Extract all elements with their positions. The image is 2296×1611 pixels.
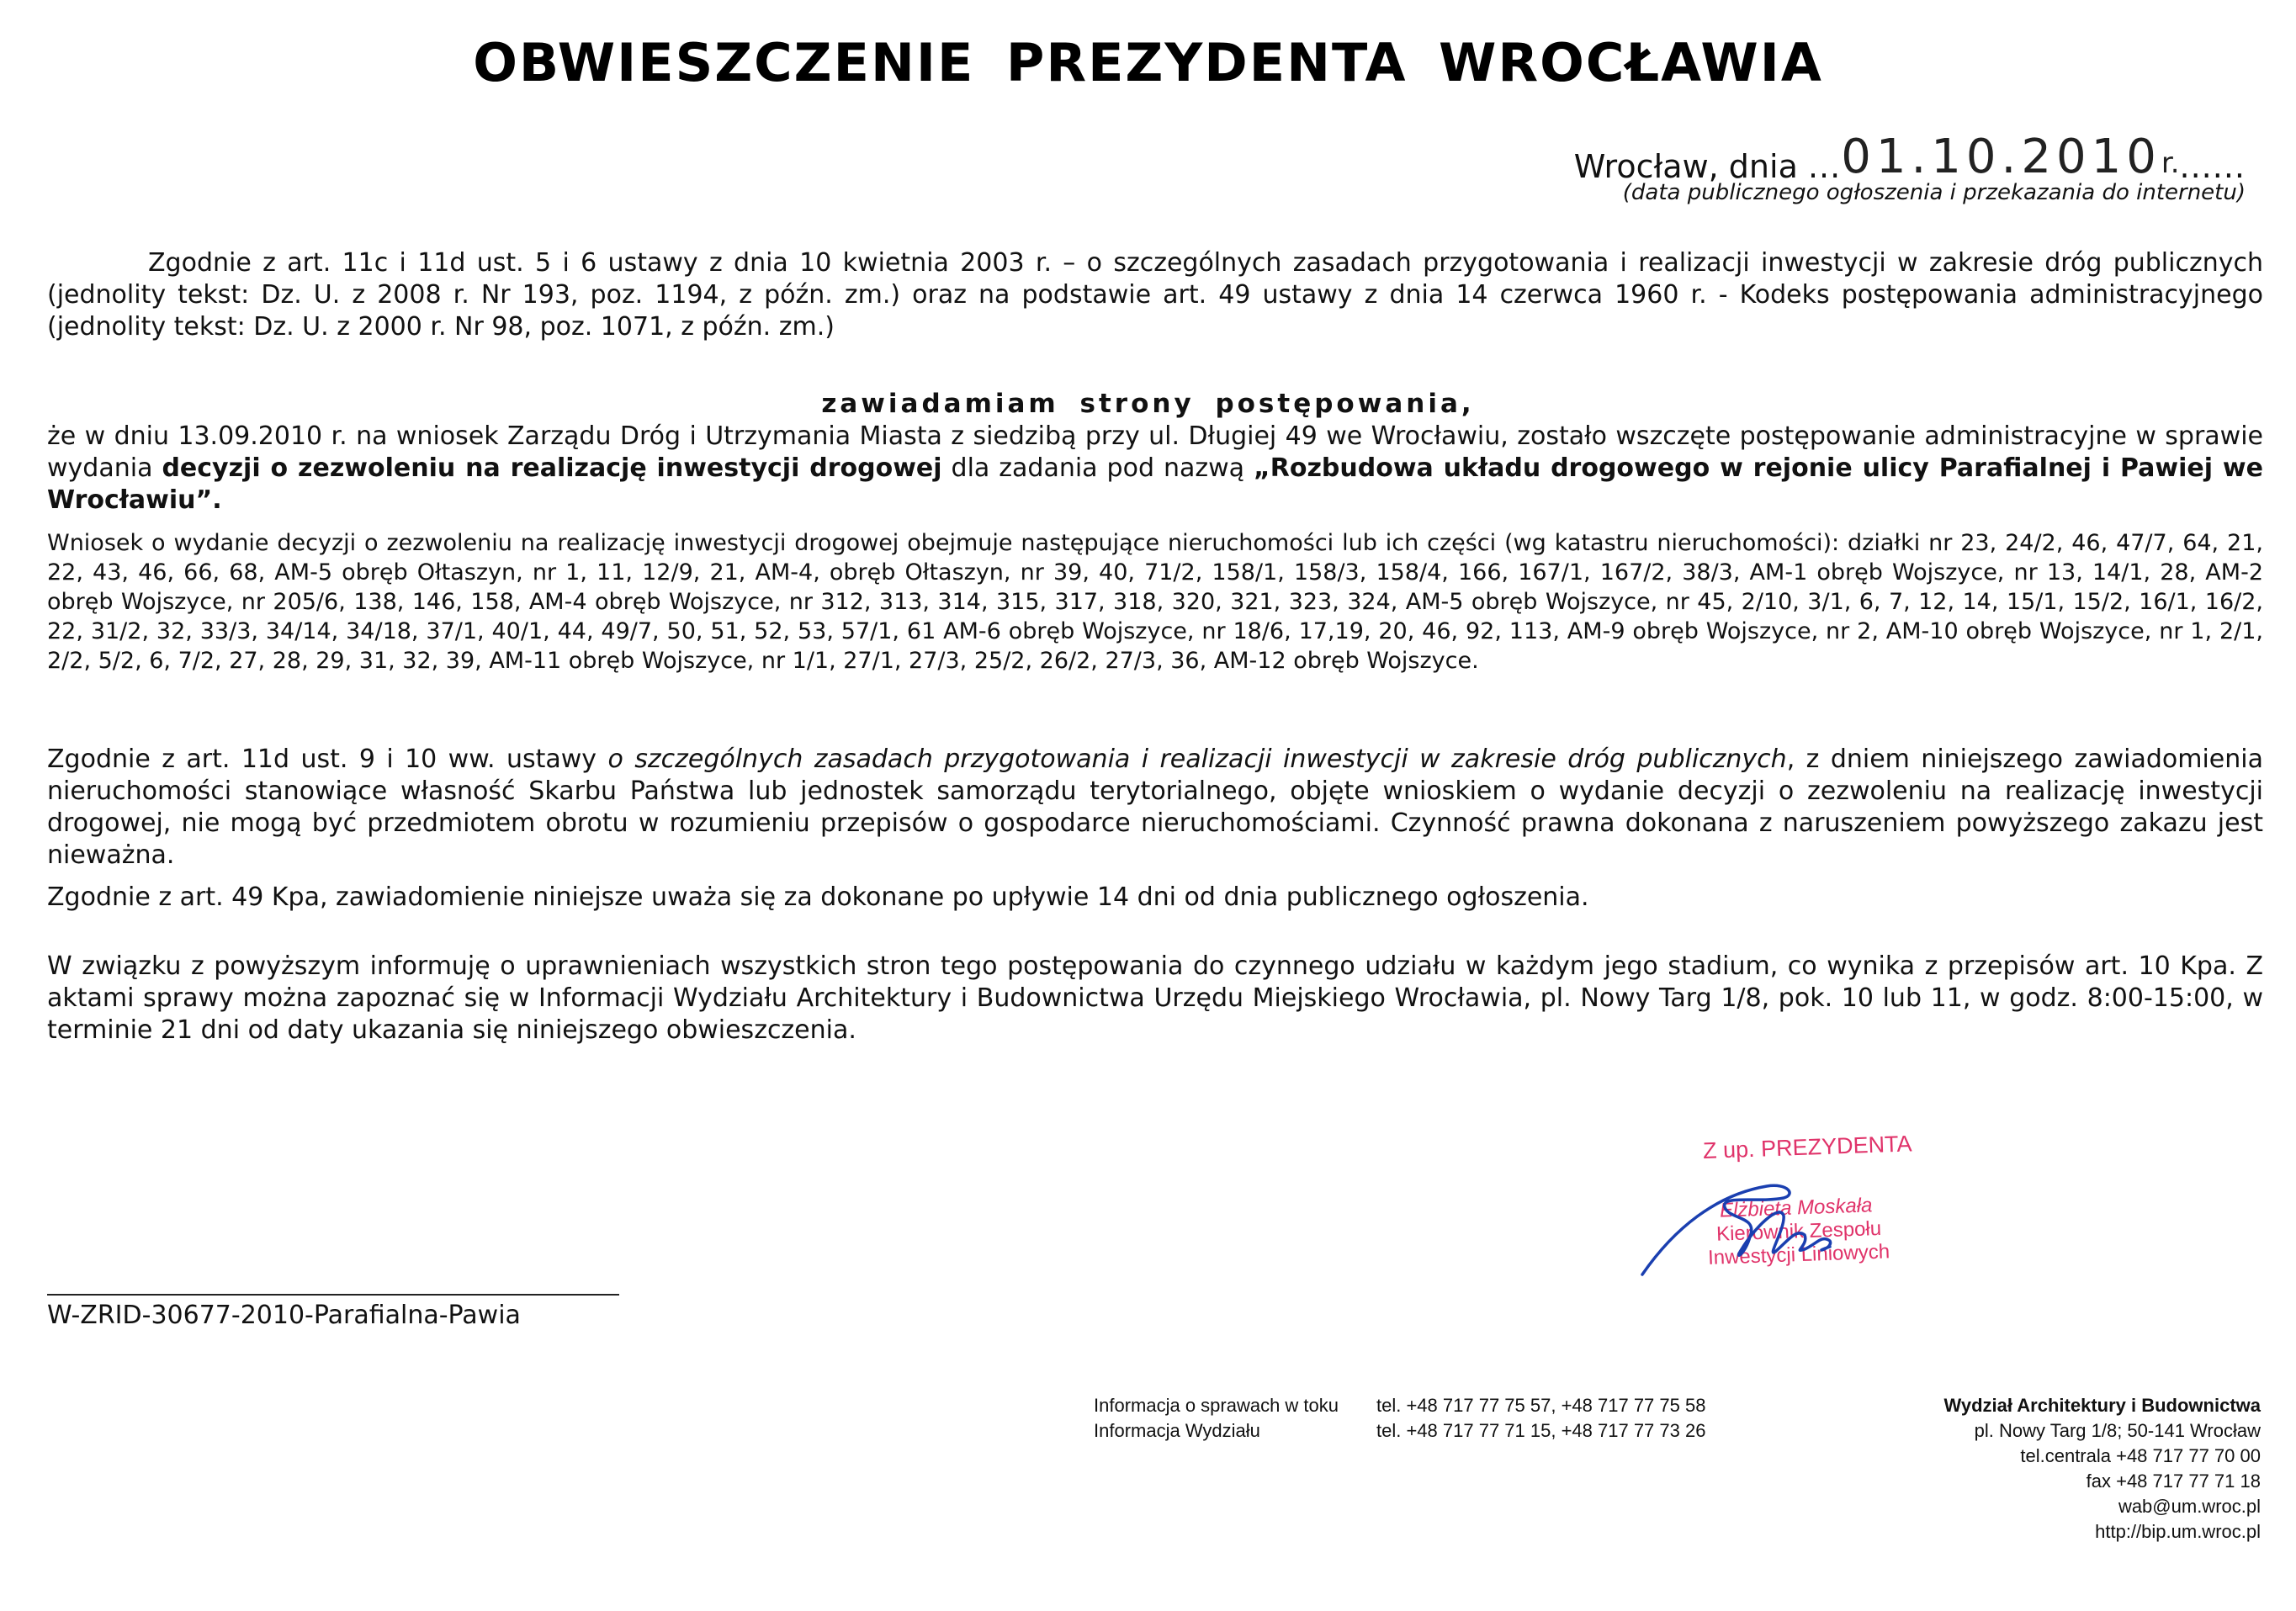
contact-phone: tel. +48 717 77 71 15, +48 717 77 73 26 (1376, 1420, 1706, 1441)
notification-heading: zawiadamiam strony postępowania, (821, 389, 1475, 419)
office-name: Wydział Architektury i Budownictwa (1943, 1395, 2261, 1416)
handwritten-date: 01.10.2010 (1841, 130, 2161, 184)
proceeding-text-2: dla zadania pod nazwą (941, 453, 1254, 483)
rights-paragraph: W związku z powyższym informuję o uprawnieniach wszystkich stron tego postępowania do czynnego udziału w każdym jego stadium, co wynika z przepisów art. 10 Kpa. Z aktami sprawy można zapoznać się w Informacji Wydziału Architektury i Budownictwa Urzędu Miejskiego Wrocławia, pl. Nowy Targ 1/8, pok. 10 lub 11, w godz. 8:00-15:00, w terminie 21 dni od daty ukazania się niniejszego obwieszczenia. (47, 951, 2263, 1045)
date-caption: (data publicznego ogłoszenia i przekazania do internetu) (1622, 180, 2246, 205)
legal-basis-text: Zgodnie z art. 11c i 11d ust. 5 i 6 ustawy z dnia 10 kwietnia 2003 r. – o szczególnych zasadach przygotowania i realizacji inwestycji w zakresie dróg publicznych (jednolity tekst: Dz. U. z 2008 r. Nr 193, poz. 1194, z późn. zm.) oraz na podstawie art. 49 ustawy z dnia 14 czerwca 1960 r. - Kodeks postępowania administracyjnego (jednolity tekst: Dz. U. z 2000 r. Nr 98, poz. 1071, z późn. zm.) (47, 248, 2263, 342)
stamp-unit: Inwestycji Liniowych (1707, 1240, 1890, 1269)
handwritten-signature (1641, 1169, 1859, 1279)
delivery-paragraph: Zgodnie z art. 49 Kpa, zawiadomienie niniejsze uważa się za dokonane po upływie 14 dni od dnia publicznego ogłoszenia. (47, 882, 1589, 912)
footer-contacts (1094, 1393, 1705, 1444)
stamp-title: Z up. PREZYDENTA (1702, 1131, 1913, 1163)
stamp-name: Elżbieta Moskała (1719, 1194, 1873, 1222)
trading-ban-text: Zgodnie z art. 11d ust. 9 i 10 ww. ustawy (47, 745, 608, 774)
contact-label: Informacja Wydziału (1094, 1420, 1260, 1441)
contact-row (1094, 1418, 1705, 1444)
proceeding-paragraph (47, 421, 2263, 517)
project-name: „Rozbudowa układu drogowego w rejonie ulicy Parafialnej i Pawiej we Wrocławiu”. (47, 453, 2263, 515)
office-fax: fax +48 717 77 71 18 (2086, 1471, 2261, 1492)
date-dots-before: ... (1807, 148, 1842, 185)
office-phone: tel.centrala +48 717 77 70 00 (2020, 1445, 2261, 1466)
act-name: o szczególnych zasadach przygotowania i realizacji inwestycji w zakresie dróg publicznych (607, 745, 1787, 774)
decision-type: decyzji o zezwoleniu na realizację inwestycji drogowej (162, 453, 942, 483)
footer-office (1943, 1393, 2261, 1545)
case-reference: W-ZRID-30677-2010-Parafialna-Pawia (47, 1301, 521, 1330)
parcels-paragraph: Wniosek o wydanie decyzji o zezwoleniu na realizację inwestycji drogowej obejmuje następujące nieruchomości lub ich części (wg katastru nieruchomości): działki nr 23, 24/2, 46, 47/7, 64, 21, 22, 43, 46, 66, 68, AM-5 obręb Ołtaszyn, nr 1, 11, 12/9, 21, AM-4, obręb Ołtaszyn, nr 39, 40, 71/2, 158/1, 158/3, 158/4, 166, 167/1, 167/2, 38/3, AM-1 obręb Wojszyce, nr 13, 14/1, 28, AM-2 obręb Wojszyce, nr 205/6, 138, 146, 158, AM-4 obręb Wojszyce, nr 312, 313, 314, 315, 317, 318, 320, 321, 323, 324, AM-5 obręb Wojszyce, nr 45, 2/10, 3/1, 6, 7, 12, 14, 15/1, 15/2, 16/1, 16/2, 22, 31/2, 32, 33/3, 34/14, 34/18, 37/1, 40/1, 44, 49/7, 50, 51, 52, 53, 57/1, 61 AM-6 obręb Wojszyce, nr 18/6, 17,19, 20, 46, 92, 113, AM-9 obręb Wojszyce, nr 2, AM-10 obręb Wojszyce, nr 1, 2/1, 2/2, 5/2, 6, 7/2, 27, 28, 29, 31, 32, 39, AM-11 obręb Wojszyce, nr 1/1, 27/1, 27/3, 25/2, 26/2, 27/3, 36, AM-12 obręb Wojszyce. (47, 530, 2263, 674)
reference-divider (47, 1294, 619, 1296)
office-email[interactable]: wab@um.wroc.pl (2118, 1496, 2261, 1517)
contact-phone: tel. +48 717 77 75 57, +48 717 77 75 58 (1376, 1395, 1706, 1416)
legal-basis-paragraph (47, 247, 2263, 343)
office-website[interactable]: http://bip.um.wroc.pl (2095, 1521, 2261, 1542)
contact-label: Informacja o sprawach w toku (1094, 1395, 1339, 1416)
date-dots-after: ...... (2179, 148, 2246, 185)
trading-ban-text-2: , z dniem niniejszego zawiadomienia nieruchomości stanowiące własność Skarbu Państwa lub jednostek samorządu terytorialnego, objęte wnioskiem o wydanie decyzji o zezwoleniu na realizację inwestycji drogowej, nie mogą być przedmiotem obrotu w rozumieniu przepisów o gospodarce nieruchomościami. Czynność prawna dokonana z naruszeniem powyższego zakazu jest nieważna. (47, 745, 2263, 870)
contact-row (1094, 1393, 1705, 1418)
trading-ban-paragraph (47, 744, 2263, 872)
office-address: pl. Nowy Targ 1/8; 50-141 Wrocław (1974, 1420, 2261, 1441)
handwritten-date-suffix: r. (2161, 146, 2180, 180)
document-title: OBWIESZCZENIE PREZYDENTA WROCŁAWIA (473, 32, 1823, 93)
date-label: Wrocław, dnia (1573, 148, 1798, 185)
proceeding-text: że w dniu 13.09.2010 r. na wniosek Zarządu Dróg i Utrzymania Miasta z siedzibą przy ul. Długiej 49 we Wrocławiu, zostało wszczęte postępowanie administracyjne w sprawie wydania (47, 421, 2263, 483)
stamp-role: Kierownik Zespołu (1715, 1216, 1882, 1246)
